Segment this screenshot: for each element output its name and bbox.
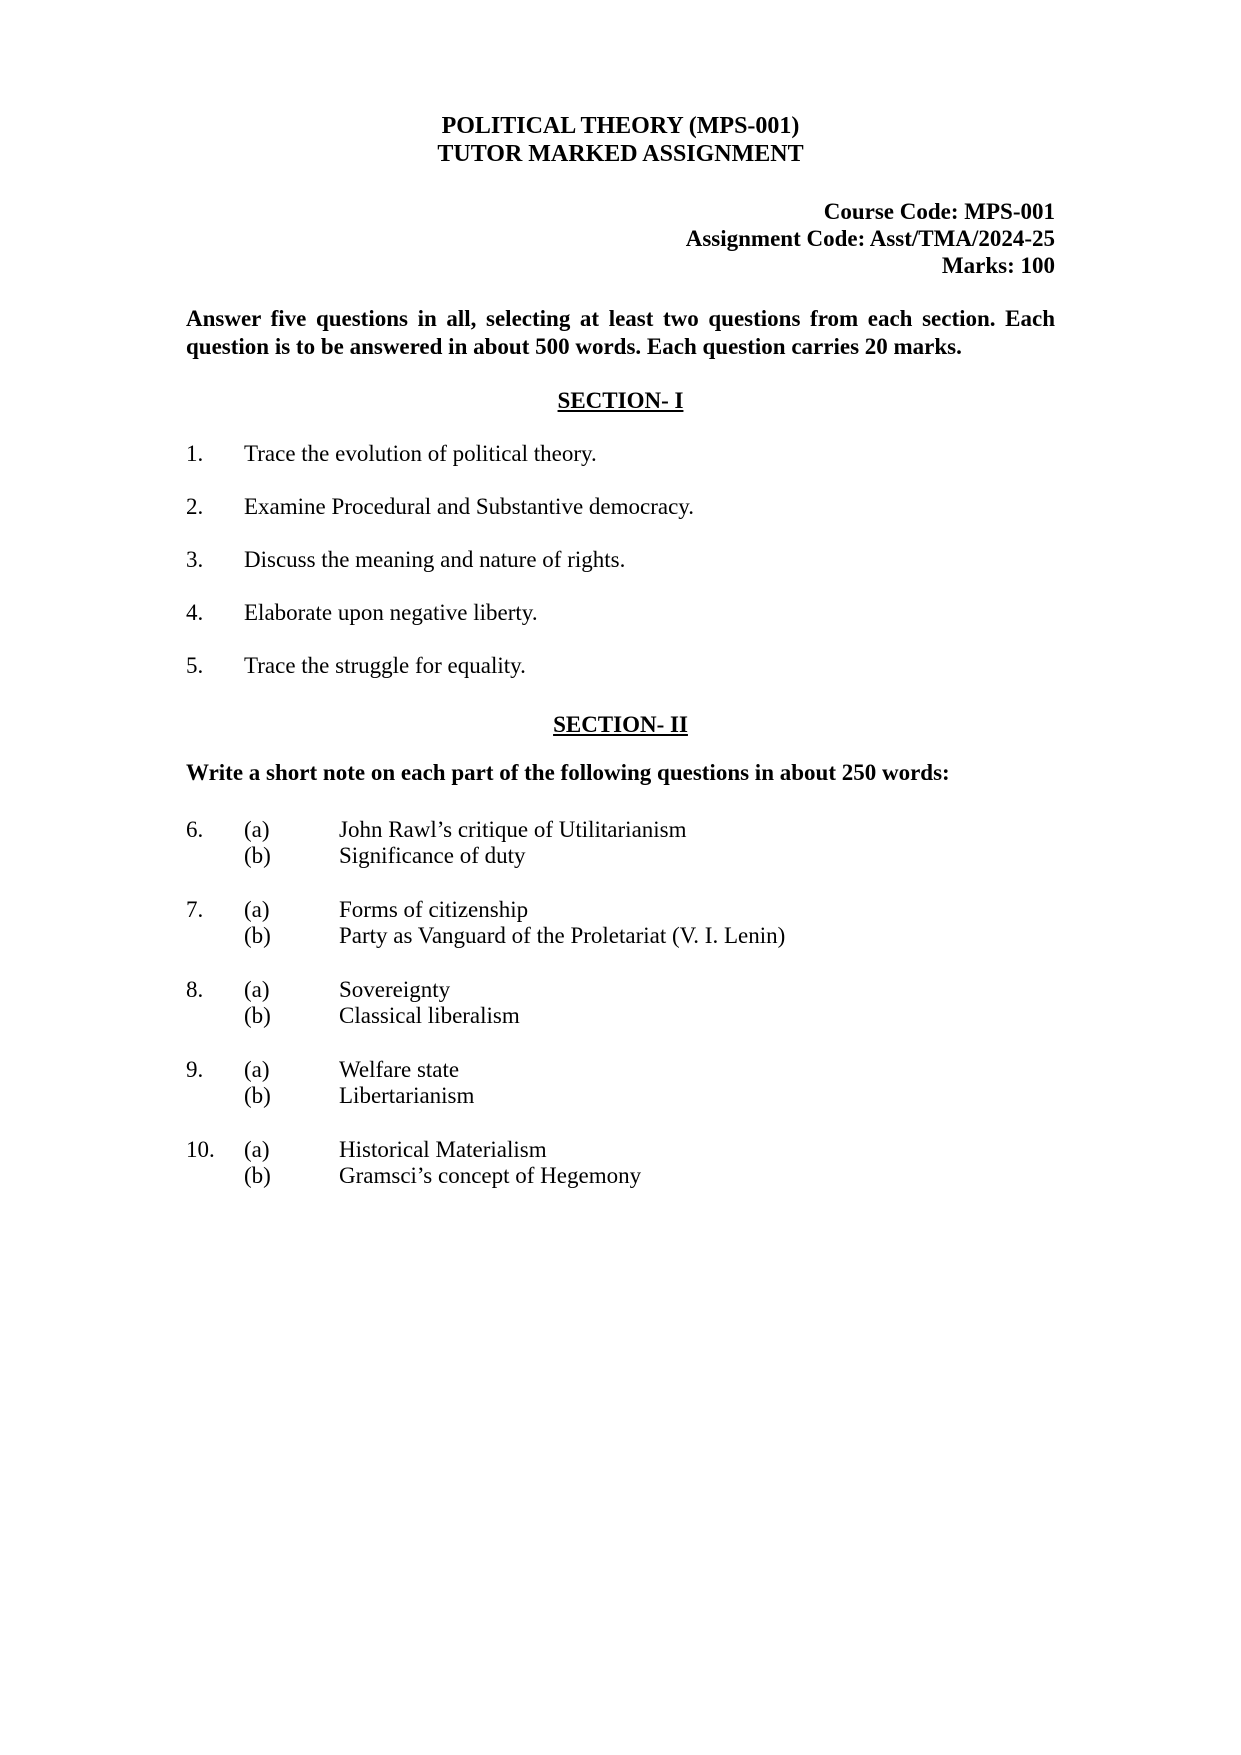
part-text: Historical Materialism: [339, 1137, 547, 1162]
part-label: (a): [244, 1137, 270, 1162]
part-text: Party as Vanguard of the Proletariat (V. I. Lenin): [339, 923, 786, 948]
question-text: Trace the struggle for equality.: [244, 653, 526, 678]
question-number: 3.: [186, 547, 204, 572]
question-text: Examine Procedural and Substantive democracy.: [244, 494, 695, 519]
question-number: 10.: [186, 1137, 215, 1162]
section2-question-list: [186, 817, 1055, 1189]
document-title-line1: POLITICAL THEORY (MPS-001): [441, 113, 800, 139]
question-row: [186, 1137, 1055, 1189]
question-parts: [244, 1057, 1055, 1109]
part-text: Sovereignty: [339, 977, 451, 1002]
question-number: 7.: [186, 897, 204, 922]
part-text: Gramsci’s concept of Hegemony: [339, 1163, 642, 1188]
question-part: [244, 817, 1055, 843]
document-title-block: [186, 112, 1055, 168]
question-number: 1.: [186, 441, 204, 466]
question-part: [244, 1003, 1055, 1029]
part-text: John Rawl’s critique of Utilitarianism: [339, 817, 687, 842]
question-part: [244, 1137, 1055, 1163]
part-text: Forms of citizenship: [339, 897, 529, 922]
part-text: Significance of duty: [339, 843, 526, 868]
assignment-meta-block: [186, 198, 1055, 279]
question-number: 2.: [186, 494, 204, 519]
part-text: Libertarianism: [339, 1083, 475, 1108]
part-label: (a): [244, 1057, 270, 1082]
part-text: Welfare state: [339, 1057, 460, 1082]
question-row: [186, 547, 1055, 573]
part-label: (a): [244, 977, 270, 1002]
question-part: [244, 1083, 1055, 1109]
part-label: (b): [244, 843, 271, 868]
question-parts: [244, 897, 1055, 949]
question-row: [186, 600, 1055, 626]
question-row: [186, 817, 1055, 869]
part-label: (a): [244, 817, 270, 842]
question-number: 8.: [186, 977, 204, 1002]
question-part: [244, 923, 1055, 949]
question-part: [244, 977, 1055, 1003]
question-text: Elaborate upon negative liberty.: [244, 600, 538, 625]
question-row: [186, 494, 1055, 520]
marks-total: Marks: 100: [941, 253, 1055, 278]
question-number: 5.: [186, 653, 204, 678]
part-label: (b): [244, 1003, 271, 1028]
question-number: 9.: [186, 1057, 204, 1082]
question-text: Trace the evolution of political theory.: [244, 441, 597, 466]
question-text: Discuss the meaning and nature of rights.: [244, 547, 626, 572]
question-parts: [244, 1137, 1055, 1189]
section1-question-list: [186, 441, 1055, 679]
question-parts: [244, 977, 1055, 1029]
course-code: Course Code: MPS-001: [823, 199, 1055, 224]
section1-heading-text: SECTION- I: [557, 388, 684, 413]
question-number: 4.: [186, 600, 204, 625]
section2-instruction: Write a short note on each part of the following questions in about 250 words:: [186, 760, 950, 785]
question-part: [244, 897, 1055, 923]
document-title-line2: TUTOR MARKED ASSIGNMENT: [437, 141, 804, 167]
part-label: (a): [244, 897, 270, 922]
question-number: 6.: [186, 817, 204, 842]
part-label: (b): [244, 1163, 271, 1188]
question-row: [186, 897, 1055, 949]
part-label: (b): [244, 1083, 271, 1108]
part-label: (b): [244, 923, 271, 948]
question-part: [244, 1163, 1055, 1189]
question-row: [186, 977, 1055, 1029]
section2-heading-text: SECTION- II: [553, 712, 688, 737]
assignment-code: Assignment Code: Asst/TMA/2024-25: [685, 226, 1055, 251]
section1-heading: [186, 387, 1055, 415]
question-part: [244, 1057, 1055, 1083]
section2-heading: [186, 711, 1055, 739]
general-instructions: Answer five questions in all, selecting at least two questions from each section. Each question is to be answered in about 500 words. Each question carries 20 marks.: [186, 306, 1055, 359]
question-row: [186, 441, 1055, 467]
question-part: [244, 843, 1055, 869]
question-parts: [244, 817, 1055, 869]
question-row: [186, 1057, 1055, 1109]
question-row: [186, 653, 1055, 679]
part-text: Classical liberalism: [339, 1003, 520, 1028]
